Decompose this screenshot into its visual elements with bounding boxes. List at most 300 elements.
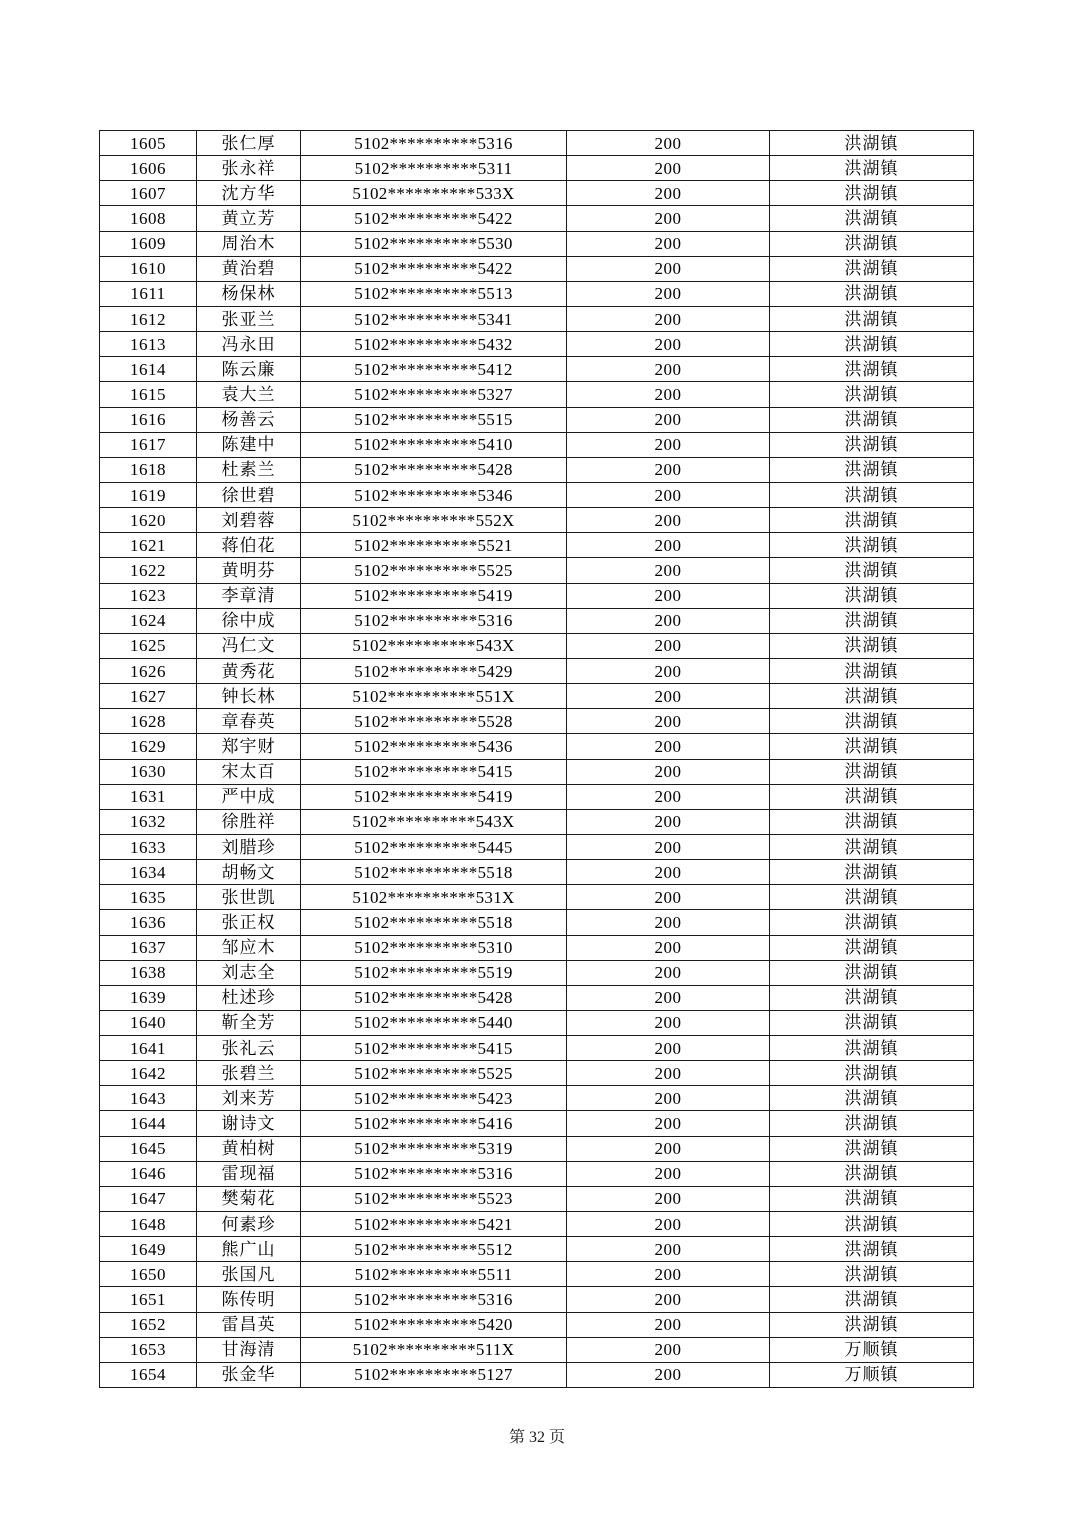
table-row: [100, 1337, 974, 1362]
town-cell: 洪湖镇: [770, 860, 974, 885]
id-number-cell: 5102**********5518: [301, 860, 567, 885]
amount-cell: 200: [567, 332, 770, 357]
town-cell: 洪湖镇: [770, 759, 974, 784]
id-number-cell: 5102**********5127: [301, 1362, 567, 1387]
id-number-cell: 5102**********5419: [301, 583, 567, 608]
amount-cell: 200: [567, 684, 770, 709]
row-number-cell: 1608: [100, 206, 197, 231]
table-row: [100, 1036, 974, 1061]
town-cell: 洪湖镇: [770, 633, 974, 658]
row-number-cell: 1650: [100, 1262, 197, 1287]
id-number-cell: 5102**********5316: [301, 608, 567, 633]
name-cell: 陈云廉: [197, 357, 301, 382]
row-number-cell: 1638: [100, 960, 197, 985]
amount-cell: 200: [567, 1161, 770, 1186]
amount-cell: 200: [567, 658, 770, 683]
table-row: [100, 709, 974, 734]
town-cell: 洪湖镇: [770, 583, 974, 608]
id-number-cell: 5102**********5519: [301, 960, 567, 985]
id-number-cell: 5102**********5530: [301, 231, 567, 256]
id-number-cell: 5102**********5436: [301, 734, 567, 759]
id-number-cell: 5102**********5515: [301, 407, 567, 432]
id-number-cell: 5102**********5521: [301, 533, 567, 558]
table-row: [100, 1287, 974, 1312]
row-number-cell: 1629: [100, 734, 197, 759]
id-number-cell: 5102**********5511: [301, 1262, 567, 1287]
name-cell: 徐中成: [197, 608, 301, 633]
table-row: [100, 382, 974, 407]
name-cell: 刘碧蓉: [197, 508, 301, 533]
town-cell: 洪湖镇: [770, 1312, 974, 1337]
amount-cell: 200: [567, 608, 770, 633]
name-cell: 雷昌英: [197, 1312, 301, 1337]
name-cell: 靳全芳: [197, 1010, 301, 1035]
amount-cell: 200: [567, 382, 770, 407]
name-cell: 冯仁文: [197, 633, 301, 658]
town-cell: 洪湖镇: [770, 910, 974, 935]
row-number-cell: 1619: [100, 482, 197, 507]
id-number-cell: 5102**********5525: [301, 558, 567, 583]
town-cell: 洪湖镇: [770, 231, 974, 256]
row-number-cell: 1651: [100, 1287, 197, 1312]
row-number-cell: 1627: [100, 684, 197, 709]
id-number-cell: 5102**********533X: [301, 181, 567, 206]
amount-cell: 200: [567, 407, 770, 432]
amount-cell: 200: [567, 256, 770, 281]
name-cell: 宋太百: [197, 759, 301, 784]
table-row: [100, 633, 974, 658]
town-cell: 洪湖镇: [770, 1237, 974, 1262]
name-cell: 黄立芳: [197, 206, 301, 231]
id-number-cell: 5102**********5423: [301, 1086, 567, 1111]
row-number-cell: 1615: [100, 382, 197, 407]
row-number-cell: 1613: [100, 332, 197, 357]
town-cell: 洪湖镇: [770, 131, 974, 156]
amount-cell: 200: [567, 156, 770, 181]
town-cell: 洪湖镇: [770, 1036, 974, 1061]
row-number-cell: 1642: [100, 1061, 197, 1086]
table-row: [100, 583, 974, 608]
name-cell: 陈传明: [197, 1287, 301, 1312]
amount-cell: 200: [567, 306, 770, 331]
name-cell: 张礼云: [197, 1036, 301, 1061]
id-number-cell: 5102**********5327: [301, 382, 567, 407]
amount-cell: 200: [567, 1061, 770, 1086]
id-number-cell: 5102**********5422: [301, 256, 567, 281]
name-cell: 刘腊珍: [197, 834, 301, 859]
table-row: [100, 784, 974, 809]
amount-cell: 200: [567, 1036, 770, 1061]
table-row: [100, 860, 974, 885]
row-number-cell: 1631: [100, 784, 197, 809]
row-number-cell: 1622: [100, 558, 197, 583]
row-number-cell: 1630: [100, 759, 197, 784]
amount-cell: 200: [567, 910, 770, 935]
id-number-cell: 5102**********5518: [301, 910, 567, 935]
amount-cell: 200: [567, 357, 770, 382]
town-cell: 洪湖镇: [770, 1061, 974, 1086]
row-number-cell: 1617: [100, 432, 197, 457]
town-cell: 洪湖镇: [770, 885, 974, 910]
row-number-cell: 1635: [100, 885, 197, 910]
row-number-cell: 1620: [100, 508, 197, 533]
row-number-cell: 1610: [100, 256, 197, 281]
town-cell: 洪湖镇: [770, 684, 974, 709]
town-cell: 洪湖镇: [770, 181, 974, 206]
amount-cell: 200: [567, 231, 770, 256]
name-cell: 熊广山: [197, 1237, 301, 1262]
town-cell: 洪湖镇: [770, 306, 974, 331]
table-row: [100, 1212, 974, 1237]
id-number-cell: 5102**********5445: [301, 834, 567, 859]
town-cell: 洪湖镇: [770, 734, 974, 759]
table-body: [100, 131, 974, 1388]
beneficiary-roster-table: [99, 130, 974, 1388]
name-cell: 邹应木: [197, 935, 301, 960]
id-number-cell: 5102**********5429: [301, 658, 567, 683]
table-row: [100, 759, 974, 784]
id-number-cell: 5102**********511X: [301, 1337, 567, 1362]
row-number-cell: 1641: [100, 1036, 197, 1061]
amount-cell: 200: [567, 281, 770, 306]
name-cell: 杨善云: [197, 407, 301, 432]
town-cell: 洪湖镇: [770, 508, 974, 533]
table-row: [100, 1111, 974, 1136]
table-row: [100, 734, 974, 759]
amount-cell: 200: [567, 1186, 770, 1211]
table-row: [100, 910, 974, 935]
town-cell: 洪湖镇: [770, 1136, 974, 1161]
row-number-cell: 1647: [100, 1186, 197, 1211]
amount-cell: 200: [567, 734, 770, 759]
town-cell: 洪湖镇: [770, 1186, 974, 1211]
row-number-cell: 1639: [100, 985, 197, 1010]
table-row: [100, 407, 974, 432]
town-cell: 洪湖镇: [770, 1086, 974, 1111]
name-cell: 黄治碧: [197, 256, 301, 281]
table-row: [100, 508, 974, 533]
row-number-cell: 1646: [100, 1161, 197, 1186]
table-row: [100, 332, 974, 357]
amount-cell: 200: [567, 533, 770, 558]
name-cell: 张亚兰: [197, 306, 301, 331]
id-number-cell: 5102**********5412: [301, 357, 567, 382]
id-number-cell: 5102**********543X: [301, 809, 567, 834]
town-cell: 洪湖镇: [770, 960, 974, 985]
name-cell: 严中成: [197, 784, 301, 809]
town-cell: 洪湖镇: [770, 784, 974, 809]
amount-cell: 200: [567, 860, 770, 885]
town-cell: 洪湖镇: [770, 533, 974, 558]
row-number-cell: 1644: [100, 1111, 197, 1136]
row-number-cell: 1648: [100, 1212, 197, 1237]
table-row: [100, 608, 974, 633]
town-cell: 洪湖镇: [770, 457, 974, 482]
table-row: [100, 935, 974, 960]
name-cell: 黄柏树: [197, 1136, 301, 1161]
amount-cell: 200: [567, 759, 770, 784]
amount-cell: 200: [567, 960, 770, 985]
name-cell: 谢诗文: [197, 1111, 301, 1136]
id-number-cell: 5102**********5415: [301, 1036, 567, 1061]
amount-cell: 200: [567, 131, 770, 156]
id-number-cell: 5102**********551X: [301, 684, 567, 709]
town-cell: 洪湖镇: [770, 1010, 974, 1035]
id-number-cell: 5102**********5310: [301, 935, 567, 960]
table-row: [100, 960, 974, 985]
table-row: [100, 985, 974, 1010]
town-cell: 洪湖镇: [770, 156, 974, 181]
id-number-cell: 5102**********5422: [301, 206, 567, 231]
town-cell: 洪湖镇: [770, 332, 974, 357]
name-cell: 张碧兰: [197, 1061, 301, 1086]
row-number-cell: 1632: [100, 809, 197, 834]
table-row: [100, 1186, 974, 1211]
name-cell: 刘来芳: [197, 1086, 301, 1111]
table-row: [100, 231, 974, 256]
town-cell: 洪湖镇: [770, 709, 974, 734]
id-number-cell: 5102**********5513: [301, 281, 567, 306]
amount-cell: 200: [567, 1111, 770, 1136]
row-number-cell: 1654: [100, 1362, 197, 1387]
id-number-cell: 5102**********5528: [301, 709, 567, 734]
page-number-label: 第 32 页: [508, 1429, 565, 1446]
table-row: [100, 1262, 974, 1287]
table-row: [100, 1136, 974, 1161]
town-cell: 洪湖镇: [770, 1287, 974, 1312]
table-row: [100, 206, 974, 231]
amount-cell: 200: [567, 206, 770, 231]
id-number-cell: 5102**********5316: [301, 1287, 567, 1312]
id-number-cell: 5102**********531X: [301, 885, 567, 910]
id-number-cell: 5102**********5525: [301, 1061, 567, 1086]
town-cell: 洪湖镇: [770, 1161, 974, 1186]
name-cell: 徐胜祥: [197, 809, 301, 834]
row-number-cell: 1628: [100, 709, 197, 734]
name-cell: 何素珍: [197, 1212, 301, 1237]
town-cell: 洪湖镇: [770, 256, 974, 281]
row-number-cell: 1623: [100, 583, 197, 608]
town-cell: 洪湖镇: [770, 1212, 974, 1237]
town-cell: 洪湖镇: [770, 608, 974, 633]
name-cell: 张世凯: [197, 885, 301, 910]
row-number-cell: 1609: [100, 231, 197, 256]
id-number-cell: 5102**********5428: [301, 985, 567, 1010]
table-row: [100, 684, 974, 709]
id-number-cell: 5102**********5341: [301, 306, 567, 331]
table-row: [100, 834, 974, 859]
table-row: [100, 131, 974, 156]
table-row: [100, 533, 974, 558]
name-cell: 杜述珍: [197, 985, 301, 1010]
id-number-cell: 5102**********5421: [301, 1212, 567, 1237]
town-cell: 洪湖镇: [770, 558, 974, 583]
table-row: [100, 181, 974, 206]
amount-cell: 200: [567, 1262, 770, 1287]
table-row: [100, 885, 974, 910]
row-number-cell: 1606: [100, 156, 197, 181]
row-number-cell: 1636: [100, 910, 197, 935]
town-cell: 洪湖镇: [770, 206, 974, 231]
name-cell: 杨保林: [197, 281, 301, 306]
amount-cell: 200: [567, 181, 770, 206]
id-number-cell: 5102**********552X: [301, 508, 567, 533]
town-cell: 洪湖镇: [770, 432, 974, 457]
amount-cell: 200: [567, 784, 770, 809]
name-cell: 章春英: [197, 709, 301, 734]
row-number-cell: 1612: [100, 306, 197, 331]
amount-cell: 200: [567, 935, 770, 960]
town-cell: 洪湖镇: [770, 834, 974, 859]
name-cell: 张仁厚: [197, 131, 301, 156]
name-cell: 李章清: [197, 583, 301, 608]
name-cell: 钟长林: [197, 684, 301, 709]
row-number-cell: 1649: [100, 1237, 197, 1262]
row-number-cell: 1614: [100, 357, 197, 382]
amount-cell: 200: [567, 457, 770, 482]
town-cell: 洪湖镇: [770, 482, 974, 507]
amount-cell: 200: [567, 1337, 770, 1362]
amount-cell: 200: [567, 1212, 770, 1237]
amount-cell: 200: [567, 633, 770, 658]
table-row: [100, 1086, 974, 1111]
id-number-cell: 5102**********5440: [301, 1010, 567, 1035]
table-row: [100, 1312, 974, 1337]
town-cell: 万顺镇: [770, 1362, 974, 1387]
table-row: [100, 432, 974, 457]
row-number-cell: 1653: [100, 1337, 197, 1362]
row-number-cell: 1621: [100, 533, 197, 558]
name-cell: 甘海清: [197, 1337, 301, 1362]
amount-cell: 200: [567, 432, 770, 457]
row-number-cell: 1607: [100, 181, 197, 206]
amount-cell: 200: [567, 508, 770, 533]
name-cell: 袁大兰: [197, 382, 301, 407]
id-number-cell: 5102**********5523: [301, 1186, 567, 1211]
table-row: [100, 1161, 974, 1186]
table-row: [100, 281, 974, 306]
row-number-cell: 1652: [100, 1312, 197, 1337]
table-row: [100, 1061, 974, 1086]
name-cell: 张正权: [197, 910, 301, 935]
table-row: [100, 1237, 974, 1262]
id-number-cell: 5102**********5419: [301, 784, 567, 809]
amount-cell: 200: [567, 1362, 770, 1387]
id-number-cell: 5102**********5512: [301, 1237, 567, 1262]
name-cell: 郑宇财: [197, 734, 301, 759]
amount-cell: 200: [567, 1237, 770, 1262]
row-number-cell: 1640: [100, 1010, 197, 1035]
table-row: [100, 558, 974, 583]
row-number-cell: 1625: [100, 633, 197, 658]
id-number-cell: 5102**********5428: [301, 457, 567, 482]
id-number-cell: 5102**********543X: [301, 633, 567, 658]
amount-cell: 200: [567, 985, 770, 1010]
amount-cell: 200: [567, 1010, 770, 1035]
town-cell: 洪湖镇: [770, 985, 974, 1010]
amount-cell: 200: [567, 834, 770, 859]
row-number-cell: 1626: [100, 658, 197, 683]
id-number-cell: 5102**********5346: [301, 482, 567, 507]
row-number-cell: 1637: [100, 935, 197, 960]
amount-cell: 200: [567, 558, 770, 583]
name-cell: 冯永田: [197, 332, 301, 357]
name-cell: 蒋伯花: [197, 533, 301, 558]
amount-cell: 200: [567, 482, 770, 507]
town-cell: 洪湖镇: [770, 658, 974, 683]
name-cell: 陈建中: [197, 432, 301, 457]
name-cell: 刘志全: [197, 960, 301, 985]
id-number-cell: 5102**********5420: [301, 1312, 567, 1337]
town-cell: 洪湖镇: [770, 357, 974, 382]
id-number-cell: 5102**********5432: [301, 332, 567, 357]
amount-cell: 200: [567, 1136, 770, 1161]
page-footer: [0, 1424, 1074, 1447]
town-cell: 洪湖镇: [770, 935, 974, 960]
table-row: [100, 306, 974, 331]
id-number-cell: 5102**********5311: [301, 156, 567, 181]
name-cell: 樊菊花: [197, 1186, 301, 1211]
table-row: [100, 809, 974, 834]
row-number-cell: 1624: [100, 608, 197, 633]
id-number-cell: 5102**********5410: [301, 432, 567, 457]
name-cell: 沈方华: [197, 181, 301, 206]
name-cell: 胡畅文: [197, 860, 301, 885]
town-cell: 洪湖镇: [770, 809, 974, 834]
row-number-cell: 1618: [100, 457, 197, 482]
row-number-cell: 1643: [100, 1086, 197, 1111]
amount-cell: 200: [567, 709, 770, 734]
id-number-cell: 5102**********5416: [301, 1111, 567, 1136]
name-cell: 雷现福: [197, 1161, 301, 1186]
table-row: [100, 256, 974, 281]
table-row: [100, 658, 974, 683]
table-row: [100, 482, 974, 507]
amount-cell: 200: [567, 1287, 770, 1312]
table-row: [100, 1010, 974, 1035]
id-number-cell: 5102**********5316: [301, 1161, 567, 1186]
row-number-cell: 1616: [100, 407, 197, 432]
table-row: [100, 357, 974, 382]
row-number-cell: 1605: [100, 131, 197, 156]
town-cell: 洪湖镇: [770, 382, 974, 407]
town-cell: 洪湖镇: [770, 281, 974, 306]
table-row: [100, 156, 974, 181]
town-cell: 洪湖镇: [770, 1262, 974, 1287]
name-cell: 杜素兰: [197, 457, 301, 482]
table-row: [100, 1362, 974, 1387]
name-cell: 张金华: [197, 1362, 301, 1387]
name-cell: 黄明芬: [197, 558, 301, 583]
amount-cell: 200: [567, 1086, 770, 1111]
row-number-cell: 1634: [100, 860, 197, 885]
name-cell: 黄秀花: [197, 658, 301, 683]
table-row: [100, 457, 974, 482]
id-number-cell: 5102**********5316: [301, 131, 567, 156]
name-cell: 张国凡: [197, 1262, 301, 1287]
id-number-cell: 5102**********5415: [301, 759, 567, 784]
row-number-cell: 1645: [100, 1136, 197, 1161]
name-cell: 张永祥: [197, 156, 301, 181]
town-cell: 洪湖镇: [770, 1111, 974, 1136]
row-number-cell: 1611: [100, 281, 197, 306]
amount-cell: 200: [567, 1312, 770, 1337]
name-cell: 周治木: [197, 231, 301, 256]
id-number-cell: 5102**********5319: [301, 1136, 567, 1161]
row-number-cell: 1633: [100, 834, 197, 859]
town-cell: 洪湖镇: [770, 407, 974, 432]
town-cell: 万顺镇: [770, 1337, 974, 1362]
